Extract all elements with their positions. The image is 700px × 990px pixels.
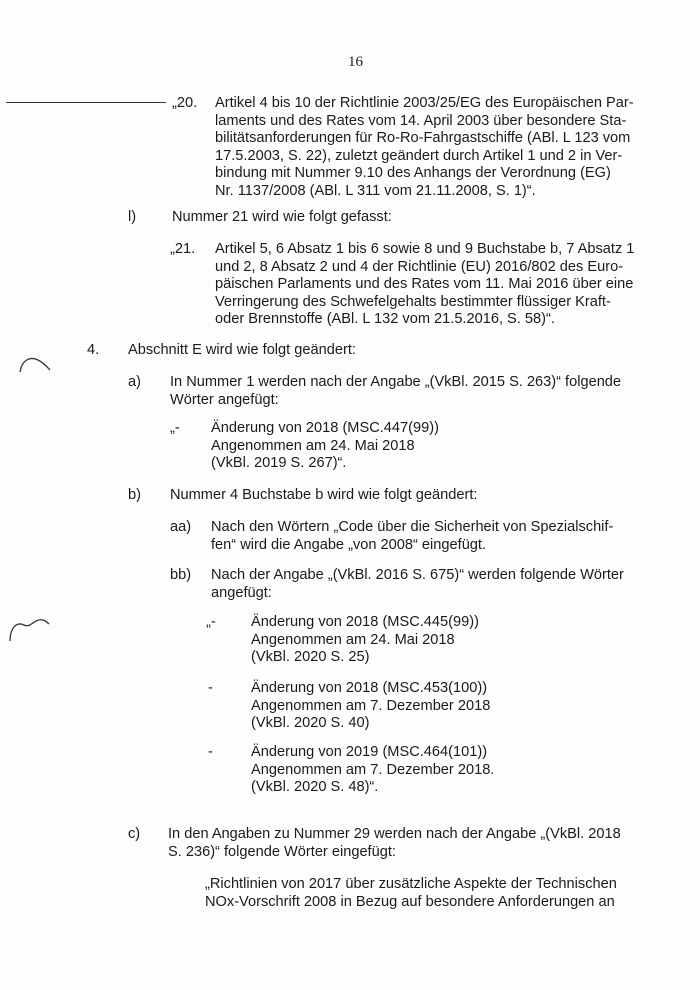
bb-dash-2-label: - xyxy=(208,680,213,696)
bb-dash-1-label: „- xyxy=(206,614,216,630)
item-b-text: Nummer 4 Buchstabe b wird wie folgt geändert: xyxy=(170,487,478,503)
item-21-text: Artikel 5, 6 Absatz 1 bis 6 sowie 8 und 9 Buchstabe b, 7 Absatz 1 und 2, 8 Absatz 2 und 4 der Richtlinie (EU) 2016/802 des Euro- päischen Parlaments und des Rates vom 11. Mai 2016 über eine Verringerung des Schwefelgehalts bestimmter flüssiger Kraft- oder Brennstoffe (ABl. L 132 vom 21.5.2016, S. 58)“. xyxy=(215,241,635,328)
item-c-quote: „Richtlinien von 2017 über zusätzliche Aspekte der Technischen NOx-Vorschrift 2008 in Bezug auf besondere Anforderungen an xyxy=(205,876,617,910)
item-aa-label: aa) xyxy=(170,519,192,535)
item-a-dash-label: „- xyxy=(170,420,180,436)
pen-mark xyxy=(6,615,52,645)
margin-rule xyxy=(6,102,166,103)
bb-dash-3-text: Änderung von 2019 (MSC.464(101)) Angenommen am 7. Dezember 2018. (VkBl. 2020 S. 48)“. xyxy=(251,744,495,796)
item-21-label: „21. xyxy=(170,241,196,257)
item-b-label: b) xyxy=(128,487,141,503)
item-20-text: Artikel 4 bis 10 der Richtlinie 2003/25/EG des Europäischen Par- laments und des Rates vom 14. April 2003 über besondere Sta- bilitätsanforderungen für Ro-Ro-Fahrgastschiffe (ABl. L 123 vom 17.5.2003, S. 22), zuletzt geändert durch Artikel 1 und 2 in Ver- bindung mit Nummer 9.10 des Anhangs der Verordnung (EG) Nr. 1137/2008 (ABl. L 311 vom 21.11.2008, S. 1)“. xyxy=(215,95,634,199)
pen-mark xyxy=(14,352,54,378)
item-4-label: 4. xyxy=(87,342,100,358)
item-aa-text: Nach den Wörtern „Code über die Sicherheit von Spezialschif- fen“ wird die Angabe „von 2008“ eingefügt. xyxy=(211,519,614,553)
item-a-dash-text: Änderung von 2018 (MSC.447(99)) Angenommen am 24. Mai 2018 (VkBl. 2019 S. 267)“. xyxy=(211,420,439,472)
item-bb-text: Nach der Angabe „(VkBl. 2016 S. 675)“ werden folgende Wörter angefügt: xyxy=(211,567,624,601)
bb-dash-1-text: Änderung von 2018 (MSC.445(99)) Angenommen am 24. Mai 2018 (VkBl. 2020 S. 25) xyxy=(251,614,479,666)
bb-dash-3-label: - xyxy=(208,744,213,760)
bb-dash-2-text: Änderung von 2018 (MSC.453(100)) Angenommen am 7. Dezember 2018 (VkBl. 2020 S. 40) xyxy=(251,680,491,732)
item-c-text: In den Angaben zu Nummer 29 werden nach der Angabe „(VkBl. 2018 S. 236)“ folgende Wörter eingefügt: xyxy=(168,826,621,860)
item-l-label: l) xyxy=(128,209,137,225)
page-number: 16 xyxy=(348,54,363,70)
item-c-label: c) xyxy=(128,826,141,842)
item-bb-label: bb) xyxy=(170,567,192,583)
item-20-label: „20. xyxy=(172,95,198,111)
item-4-text: Abschnitt E wird wie folgt geändert: xyxy=(128,342,356,358)
item-l-text: Nummer 21 wird wie folgt gefasst: xyxy=(172,209,392,225)
item-a-label: a) xyxy=(128,374,141,390)
item-a-text: In Nummer 1 werden nach der Angabe „(VkBl. 2015 S. 263)“ folgende Wörter angefügt: xyxy=(170,374,622,408)
